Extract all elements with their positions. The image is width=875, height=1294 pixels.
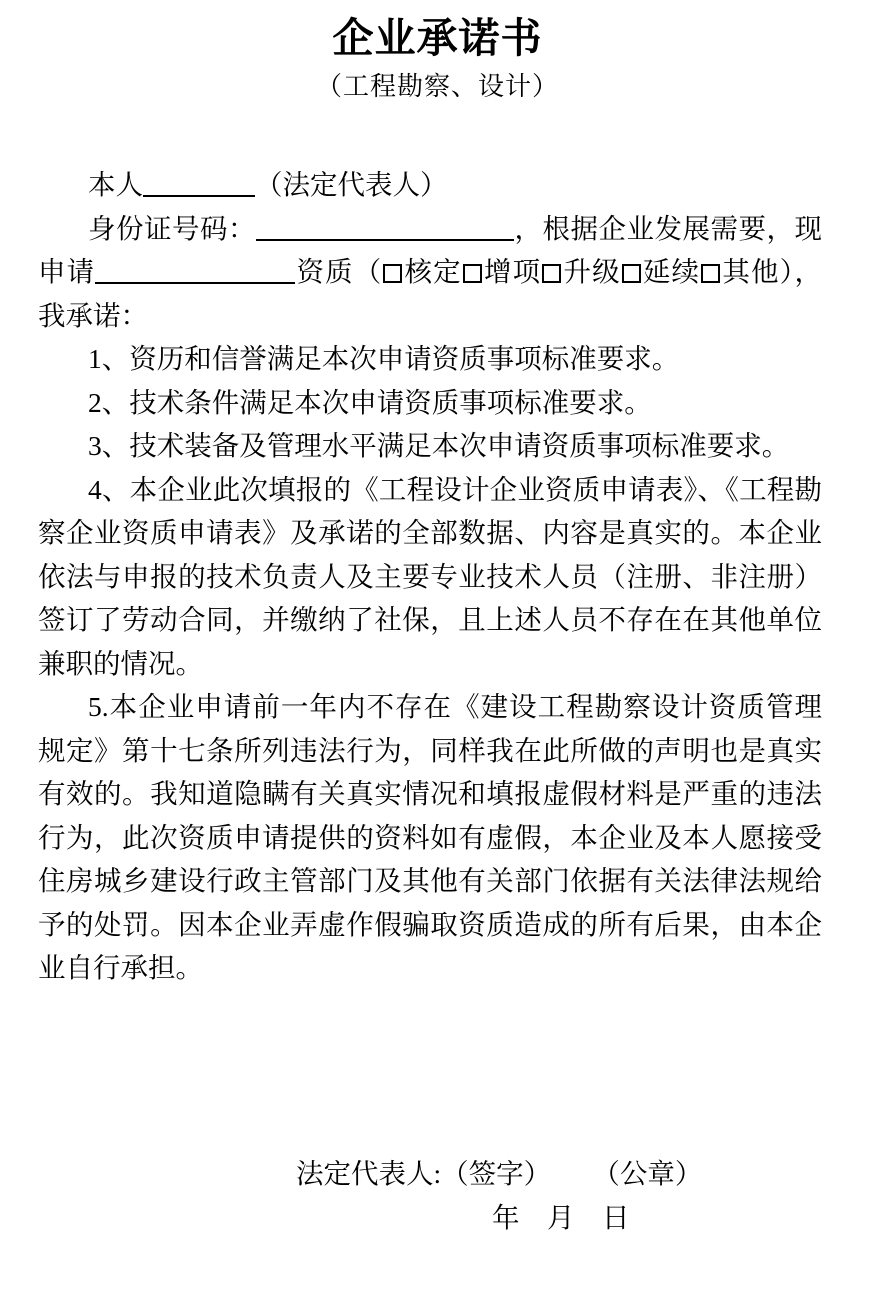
checkbox-icon-other[interactable] [701,264,720,283]
option-label-addition: 增项 [482,256,542,287]
representative-name-suffix: （法定代表人） [255,169,448,200]
checkbox-icon-approval[interactable] [383,264,402,283]
checkbox-icon-upgrade[interactable] [542,264,561,283]
checkbox-icon-addition[interactable] [463,264,482,283]
option-label-upgrade: 升级 [562,256,621,287]
id-number-prefix: 身份证号码： [88,212,256,244]
qualification-blank[interactable] [95,253,295,284]
legal-representative-signature-line[interactable]: 法定代表人:（签字） （公章） [296,1158,703,1189]
signature-block [0,1152,875,1240]
commitment-item-5: 5.本企业申请前一年内不存在《建设工程勘察设计资质管理规定》第十七条所列违法行为，同样我在此所做的声明也是真实有效的。我知道隐瞒有关真实情况和填报虚假材料是严重的违法行为，此次资质申请提供的资料如有虚假，本企业及本人愿接受住房城乡建设行政主管部门及其他有关部门依据有关法律法规给予的处罚。因本企业弄虚作假骗取资质造成的所有后果，由本企业自行承担。 [38,691,822,983]
commitment-item-3: 3、技术装备及管理水平满足本次申请资质事项标准要求。 [88,430,790,461]
page-title: 企业承诺书 [332,15,543,61]
option-label-other: 其他 [721,256,780,287]
representative-name-prefix: 本人 [88,169,143,200]
page-subtitle: （工程勘察、设计） [315,72,559,102]
id-number-blank[interactable] [256,210,514,241]
commitment-item-2: 2、技术条件满足本次申请资质事项标准要求。 [88,386,652,418]
id-and-application-line [38,207,822,338]
commitment-intro-close: ），我承诺： [38,256,823,331]
representative-name-line [38,163,822,207]
title-block [0,0,875,104]
date-line[interactable]: 年 月 日 [492,1202,630,1233]
checkbox-icon-renewal[interactable] [622,264,641,283]
option-label-renewal: 延续 [641,256,701,287]
application-mid-text: ，根据企业发展需要，现申请 [38,212,822,287]
qualification-after-text: 资质（ [295,256,383,287]
representative-name-blank[interactable] [143,166,255,197]
commitment-item-4: 4、本企业此次填报的《工程设计企业资质申请表》、《工程勘察企业资质申请表》及承诺的全部数据、内容是真实的。本企业依法与申报的技术负责人及主要专业技术人员（注册、非注册）签订了劳动合同，并缴纳了社保，且上述人员不存在在其他单位兼职的情况。 [38,473,822,679]
commitment-item-1: 1、资历和信誉满足本次申请资质事项标准要求。 [88,343,680,374]
option-label-approval: 核定 [403,256,462,287]
document-body [38,163,822,990]
